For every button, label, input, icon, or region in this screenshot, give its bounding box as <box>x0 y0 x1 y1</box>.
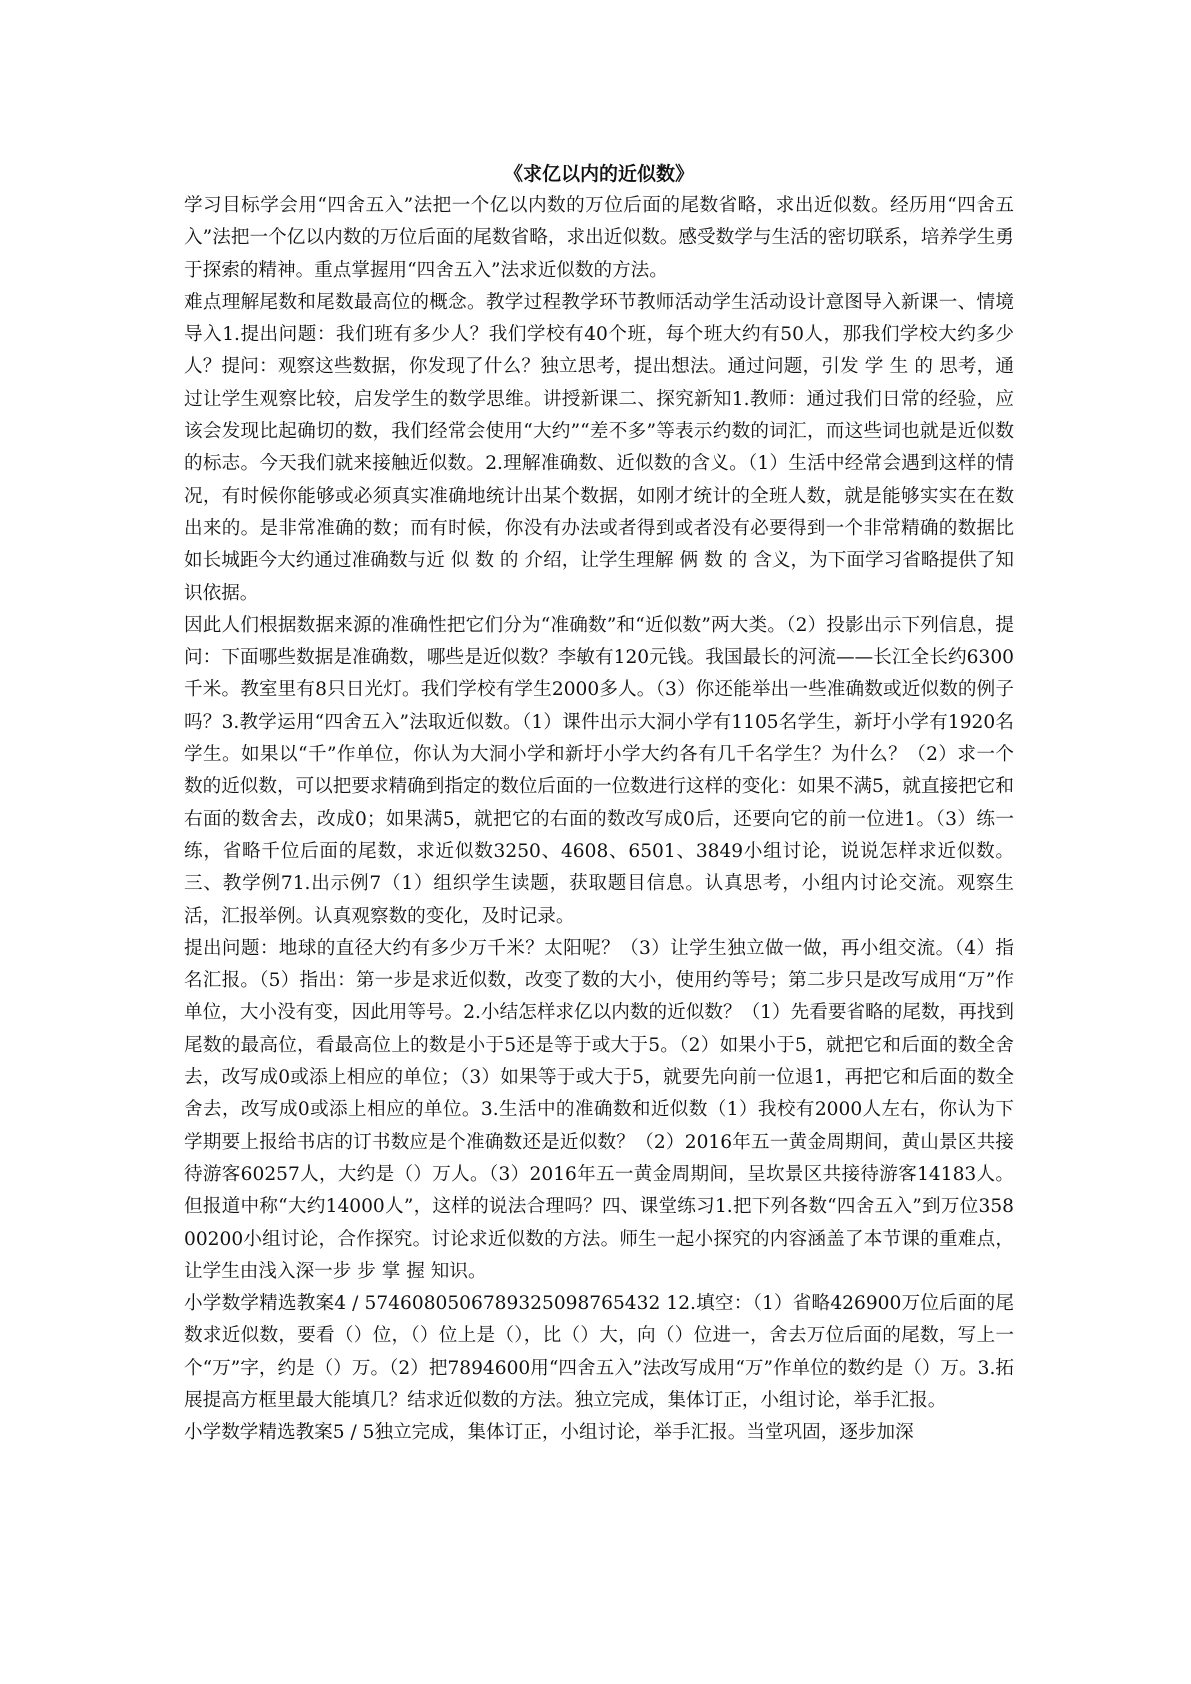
document-title: 《求亿以内的近似数》 <box>503 163 694 185</box>
paragraph-final-note: 小学数学精选教案5 / 5独立完成，集体订正，小组讨论，举手汇报。当堂巩固，逐步加深 <box>184 1422 914 1444</box>
paragraph-intro-and-concepts: 难点理解尾数和尾数最高位的概念。教学过程教学环节教师活动学生活动设计意图导入新课一、情境导入1.提出问题：我们班有多少人？我们学校有40个班，每个班大约有50人，那我们学校大约多少人？提问：观察这些数据，你发现了什么？独立思考，提出想法。通过问题，引发 学 生 的 思考，通过让学生观察比较，启发学生的数学思维。讲授新课二、探究新知1.教师：通过我们日常的经验，应该会发现比起确切的数，我们经常会使用“大约”“差不多”等表示约数的词汇，而这些词也就是近似数的标志。今天我们就来接触近似数。2.理解准确数、近似数的含义。（1）生活中经常会遇到这样的情况，有时候你能够或必须真实准确地统计出某个数据，如刚才统计的全班人数，就是能够实实在在数出来的。是非常准确的数；而有时候，你没有办法或者得到或者没有必要得到一个非常精确的数据比如长城距今大约通过准确数与近 似 数 的 介绍，让学生理解 俩 数 的 含义，为下面学习省略提供了知识依据。 <box>184 291 1014 604</box>
paragraph-fill-in-exercises: 小学数学精选教案4 / 5746080506789325098765432 12.填空：（1）省略426900万位后面的尾数求近似数，要看（）位，（）位上是（），比（）大，向（）位进一，舍去万位后面的尾数，写上一个“万”字，约是（）万。（2）把7894600用“四舍五入”法改写成用“万”作单位的数约是（）万。3.拓展提高方框里最大能填几？结求近似数的方法。独立完成，集体订正，小组讨论，举手汇报。 <box>184 1293 1014 1411</box>
paragraph-summary-and-practice: 提出问题：地球的直径大约有多少万千米？太阳呢？（3）让学生独立做一做，再小组交流。（4）指名汇报。（5）指出：第一步是求近似数，改变了数的大小，使用约等号；第二步只是改写成用“万”作单位，大小没有变，因此用等号。2.小结怎样求亿以内数的近似数？（1）先看要省略的尾数，再找到尾数的最高位，看最高位上的数是小于5还是等于或大于5。（2）如果小于5，就把它和后面的数全舍去，改写成0或添上相应的单位；（3）如果等于或大于5，就要先向前一位退1，再把它和后面的数全舍去，改写成0或添上相应的单位。3.生活中的准确数和近似数（1）我校有2000人左右，你认为下学期要上报给书店的订书数应是个准确数还是近似数？（2）2016年五一黄金周期间，黄山景区共接待游客60257人，大约是（）万人。（3）2016年五一黄金周期间，呈坎景区共接待游客14183人。但报道中称“大约14000人”，这样的说法合理吗？四、课堂练习1.把下列各数“四舍五入”到万位35800200小组讨论，合作探究。讨论求近似数的方法。师生一起小探究的内容涵盖了本节课的重难点，让学生由浅入深一步 步 掌 握 知识。 <box>184 937 1014 1282</box>
paragraph-rounding-method: 因此人们根据数据来源的准确性把它们分为“准确数”和“近似数”两大类。（2）投影出示下列信息，提问：下面哪些数据是准确数，哪些是近似数？李敏有120元钱。我国最长的河流——长江全长约6300千米。教室里有8只日光灯。我们学校有学生2000多人。（3）你还能举出一些准确数或近似数的例子吗？3.教学运用“四舍五入”法取近似数。（1）课件出示大洞小学有1105名学生，新圩小学有1920名学生。如果以“千”作单位，你认为大洞小学和新圩小学大约各有几千名学生？为什么？（2）求一个数的近似数，可以把要求精确到指定的数位后面的一位数进行这样的变化：如果不满5，就直接把它和右面的数舍去，改成0；如果满5，就把它的右面的数改写成0后，还要向它的前一位进1。（3）练一练，省略千位后面的尾数，求近似数3250、4608、6501、3849小组讨论，说说怎样求近似数。三、教学例71.出示例7（1）组织学生读题，获取题目信息。认真思考，小组内讨论交流。观察生活，汇报举例。认真观察数的变化，及时记录。 <box>184 614 1014 927</box>
document-page <box>184 158 1014 1450</box>
paragraph-learning-goals: 学习目标学会用“四舍五入”法把一个亿以内数的万位后面的尾数省略，求出近似数。经历用“四舍五入”法把一个亿以内数的万位后面的尾数省略，求出近似数。感受数学与生活的密切联系，培养学生勇于探索的精神。重点掌握用“四舍五入”法求近似数的方法。 <box>184 195 1014 281</box>
